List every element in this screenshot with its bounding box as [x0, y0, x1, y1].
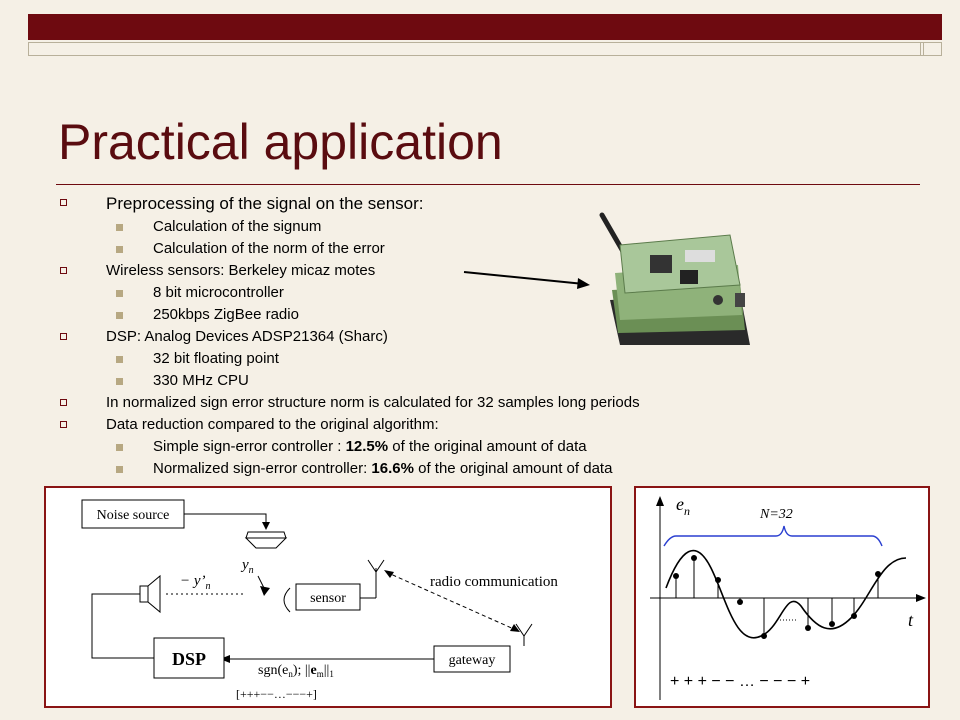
- bullet-marker-icon: [116, 290, 123, 297]
- corner-block: [920, 14, 942, 40]
- sub-bullet-item: Normalized sign-error controller: 16.6% of the original amount of data: [58, 458, 918, 480]
- bullet-item: In normalized sign error structure norm is calculated for 32 samples long periods: [58, 392, 918, 414]
- period-brace: [664, 526, 882, 546]
- bullet-marker-icon: [60, 199, 67, 206]
- bullet-item: Data reduction compared to the original algorithm:: [58, 414, 918, 436]
- bullet-marker-icon: [60, 399, 67, 406]
- svg-text:N=32: N=32: [760, 507, 793, 522]
- svg-text:radio communication: radio communication: [430, 574, 558, 590]
- bullet-item: DSP: Analog Devices ADSP21364 (Sharc): [58, 326, 918, 348]
- sub-bullet-item: Calculation of the norm of the error: [58, 238, 918, 260]
- header-stripe: [28, 42, 924, 56]
- svg-text:t: t: [908, 610, 914, 630]
- bullet-marker-icon: [60, 333, 67, 340]
- bullet-list: [58, 192, 918, 480]
- noise-source-label: Noise source: [96, 508, 170, 523]
- corner-outline: [920, 42, 942, 56]
- sub-bullet-item: Calculation of the signum: [58, 216, 918, 238]
- sub-bullet-item: 8 bit microcontroller: [58, 282, 918, 304]
- bullet-marker-icon: [60, 267, 67, 274]
- bullet-marker-icon: [116, 378, 123, 385]
- error-curve: [666, 551, 906, 638]
- sub-bullet-item: 250kbps ZigBee radio: [58, 304, 918, 326]
- bullet-marker-icon: [116, 356, 123, 363]
- slide-title: Practical application: [58, 114, 503, 170]
- sub-bullet-item: 32 bit floating point: [58, 348, 918, 370]
- bullet-item: Wireless sensors: Berkeley micaz motes: [58, 260, 918, 282]
- minus-y-label: − $y’_n$: [180, 573, 211, 592]
- bullet-item: Preprocessing of the signal on the sensor:: [58, 192, 918, 216]
- bullet-marker-icon: [116, 466, 123, 473]
- system-diagram: [44, 486, 612, 708]
- mote-photo: [590, 205, 760, 355]
- sign-sequence: + + + − − … − − − +: [670, 673, 811, 690]
- loudspeaker-icon: [246, 532, 286, 538]
- microphone-icon: [284, 588, 290, 612]
- bullet-marker-icon: [60, 421, 67, 428]
- signal-plot: [634, 486, 930, 708]
- sub-bullet-item: 330 MHz CPU: [58, 370, 918, 392]
- dsp-speaker-icon: [140, 586, 148, 602]
- bullet-marker-icon: [116, 444, 123, 451]
- svg-text:DSP: DSP: [171, 649, 207, 669]
- svg-text:gateway: gateway: [448, 653, 496, 668]
- sub-bullet-item: Simple sign-error controller : 12.5% of the original amount of data: [58, 436, 918, 458]
- yn-label: $y_n$: [242, 557, 254, 576]
- bullet-marker-icon: [116, 246, 123, 253]
- svg-text:sensor: sensor: [310, 591, 346, 606]
- header-bar: [28, 14, 924, 40]
- bullet-marker-icon: [116, 224, 123, 231]
- svg-text:[+++−−…−−−+]: [+++−−…−−−+]: [236, 687, 317, 701]
- pointer-arrow: [460, 264, 595, 294]
- en-label: $e_n$: [676, 494, 690, 518]
- bullet-marker-icon: [116, 312, 123, 319]
- sgn-label: $sgn(e_n)$; $||e_m||_1$: [258, 663, 334, 679]
- title-rule: [56, 184, 920, 185]
